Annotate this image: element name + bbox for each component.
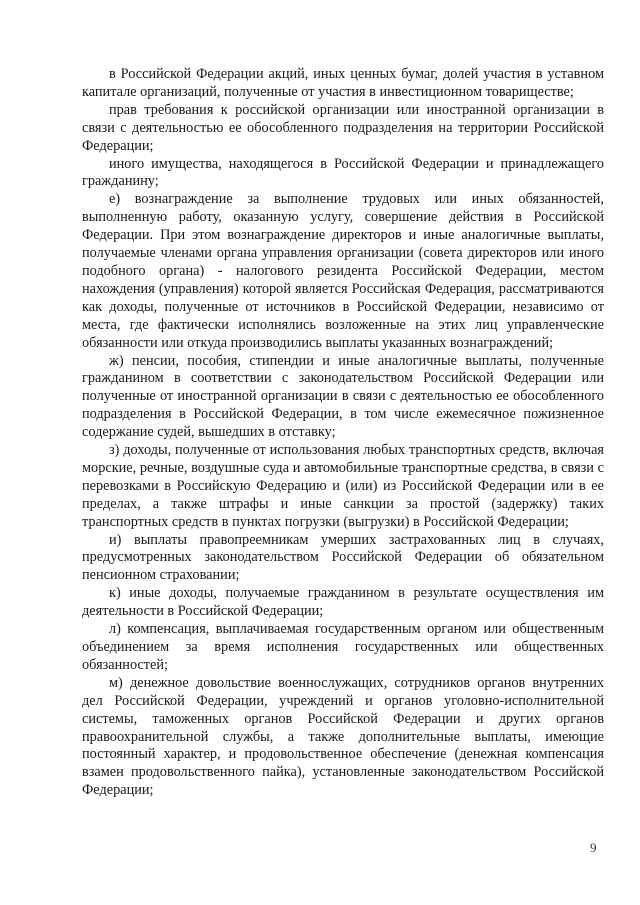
paragraph-z-transport-income: з) доходы, полученные от использования любых транспортных средств, включая морские, речные, воздушные суда и автомобильные транспортные средства, в связи с перевозками в Российскую Федерацию и (или) из Российской Федерации или в ее пределах, а также штрафы и иные санкции за простой (задержку) таких транспортных средств в пунктах погрузки (выгрузки) в Российской Федерации; <box>82 442 604 530</box>
paragraph-k-other-income: к) иные доходы, получаемые гражданином в результате осуществления им деятельности в Российской Федерации; <box>82 585 604 620</box>
paragraph-claim-rights: прав требования к российской организации или иностранной организации в связи с деятельностью ее обособленного подразделения на территории Российской Федерации; <box>82 101 604 154</box>
paragraph-e-remuneration: е) вознаграждение за выполнение трудовых или иных обязанностей, выполненную работу, оказанную услугу, совершение действия в Российской Федерации. При этом вознаграждение директоров и иные аналогичные выплаты, получаемые членами органа управления организации (совета директоров или иного подобного органа) - налогового резидента Российской Федерации, местом нахождения (управления) которой является Российская Федерация, рассматриваются как доходы, полученные от источников в Российской Федерации, независимо от места, где фактически исполнялись возложенные на этих лиц управленческие обязанности или откуда производились выплаты указанных вознаграждений; <box>82 191 604 351</box>
paragraph-m-allowance: м) денежное довольствие военнослужащих, сотрудников органов внутренних дел Российской Федерации, учреждений и органов уголовно-исполнительной системы, таможенных органов Российской Федерации и других органов правоохранительной службы, а также дополнительные выплаты, имеющие постоянный характер, и продовольственное обеспечение (денежная компенсация взамен продовольственного пайка), установленные законодательством Российской Федерации; <box>82 674 604 799</box>
paragraph-i-successor-payments: и) выплаты правопреемникам умерших застрахованных лиц в случаях, предусмотренных законодательством Российской Федерации об обязательном пенсионном страховании; <box>82 531 604 584</box>
paragraph-other-property: иного имущества, находящегося в Российской Федерации и принадлежащего гражданину; <box>82 155 604 190</box>
page-number: 9 <box>590 840 597 855</box>
paragraph-shares-income: в Российской Федерации акций, иных ценных бумаг, долей участия в уставном капитале организаций, полученные от участия в инвестиционном товариществе; <box>82 66 604 100</box>
document-body <box>82 66 604 800</box>
paragraph-zh-pensions: ж) пенсии, пособия, стипендии и иные аналогичные выплаты, полученные гражданином в соответствии с законодательством Российской Федерации или полученные от иностранной организации в связи с деятельностью ее обособленного подразделения в Российской Федерации, в том числе ежемесячное пожизненное содержание судей, вышедших в отставку; <box>82 352 604 441</box>
paragraph-l-compensation: л) компенсация, выплачиваемая государственным органом или общественным объединением за время исполнения государственных или общественных обязанностей; <box>82 621 604 673</box>
page-top-mark: · · · <box>112 10 126 16</box>
